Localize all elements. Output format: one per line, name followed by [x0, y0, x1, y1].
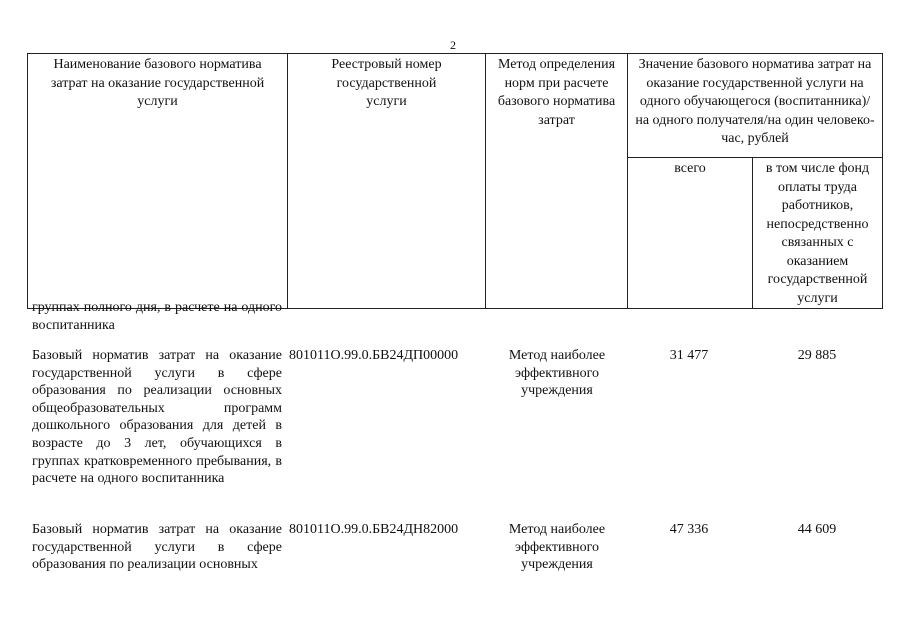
header-name: Наименование базового норматива затрат на оказание государственной услуги — [28, 54, 288, 309]
row-method: Метод наиболее эффективного учреждения — [508, 348, 606, 399]
row-wage: 29 885 — [797, 348, 837, 363]
header-registry: Реестровый номер государственной услуги — [288, 54, 486, 309]
continued-row-text: группах полного дня, в расчете на одного воспитанника — [32, 300, 282, 333]
table-header — [27, 53, 883, 309]
header-value: Значение базового норматива затрат на оказание государственной услуги на одного обучающегося (воспитанника)/на одного получателя/на один человеко-час, рублей — [628, 54, 883, 158]
header-total: всего — [628, 158, 753, 309]
row-method: Метод наиболее эффективного учреждения — [508, 522, 606, 573]
row-registry: 801011О.99.0.БВ24ДП00000 — [289, 348, 459, 363]
row-name: Базовый норматив затрат на оказание государственной услуги в сфере образования по реализации основных — [32, 522, 282, 573]
row-total: 31 477 — [669, 348, 709, 363]
row-name: Базовый норматив затрат на оказание государственной услуги в сфере образования по реализации основных общеобразовательных программ дошкольного образования для детей в возрасте до 3 лет, обучающихся в группах кратковременного пребывания, в расчете на одного воспитанника — [32, 348, 282, 487]
row-total: 47 336 — [669, 522, 709, 537]
header-wage: в том числе фонд оплаты труда работников, непосредственно связанных с оказанием государственной услуги — [753, 158, 883, 309]
row-wage: 44 609 — [797, 522, 837, 537]
page-number: 2 — [450, 38, 456, 52]
row-registry: 801011О.99.0.БВ24ДН82000 — [289, 522, 459, 537]
header-method: Метод определения норм при расчете базового норматива затрат — [486, 54, 628, 309]
